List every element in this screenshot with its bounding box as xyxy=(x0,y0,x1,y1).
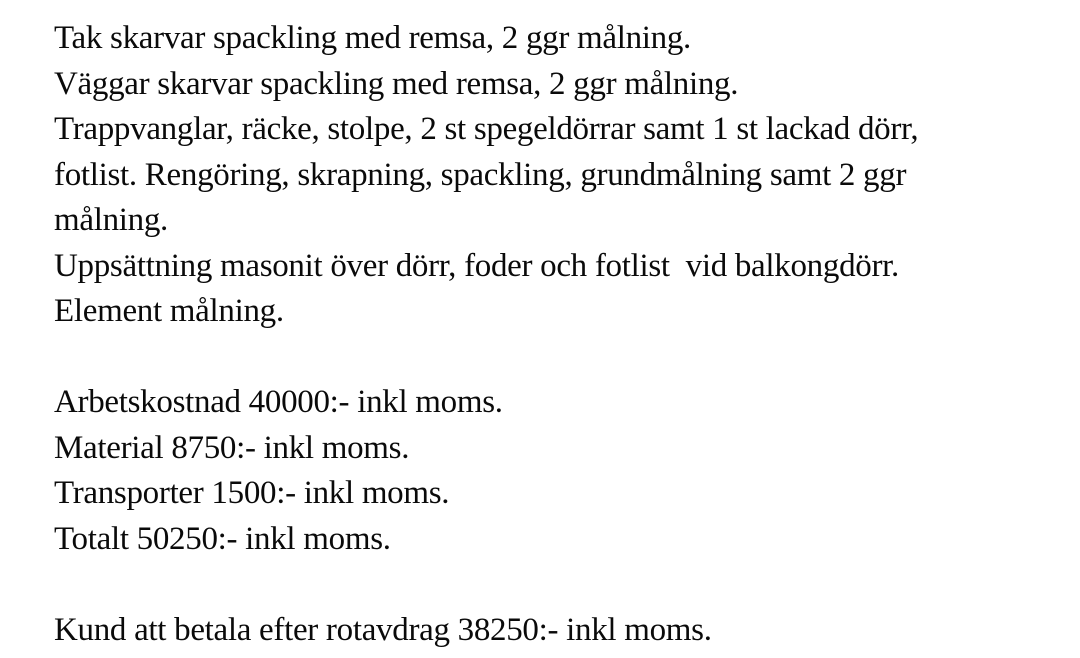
work-line-ceiling: Tak skarvar spackling med remsa, 2 ggr målning. xyxy=(54,20,691,56)
cost-material: Material 8750:- inkl moms. xyxy=(54,429,410,466)
work-line-stairs-end: målning. xyxy=(54,202,169,238)
spacer xyxy=(54,335,1064,381)
work-line-radiator: Element målning. xyxy=(54,293,284,329)
work-line-stairs: Trappvanglar, räcke, stolpe, 2 st spegeldörrar samt 1 st lackad dörr, xyxy=(54,111,919,147)
cost-labor: Arbetskostnad 40000:- inkl moms. xyxy=(54,384,503,420)
cost-breakdown xyxy=(54,380,1064,562)
work-line-masonite: Uppsättning masonit över dörr, foder och fotlist vid balkongdörr. xyxy=(54,247,899,284)
work-description xyxy=(54,16,1064,335)
spacer xyxy=(54,562,1064,608)
work-line-walls: Väggar skarvar spackling med remsa, 2 ggr målning. xyxy=(54,65,739,102)
customer-payment: Kund att betala efter rotavdrag 38250:- inkl moms. xyxy=(54,611,712,648)
quote-document xyxy=(54,16,1064,653)
cost-transport: Transporter 1500:- inkl moms. xyxy=(54,475,450,511)
cost-total: Totalt 50250:- inkl moms. xyxy=(54,520,391,557)
work-line-stairs-cont: fotlist. Rengöring, skrapning, spackling, grundmålning samt 2 ggr xyxy=(54,156,907,193)
